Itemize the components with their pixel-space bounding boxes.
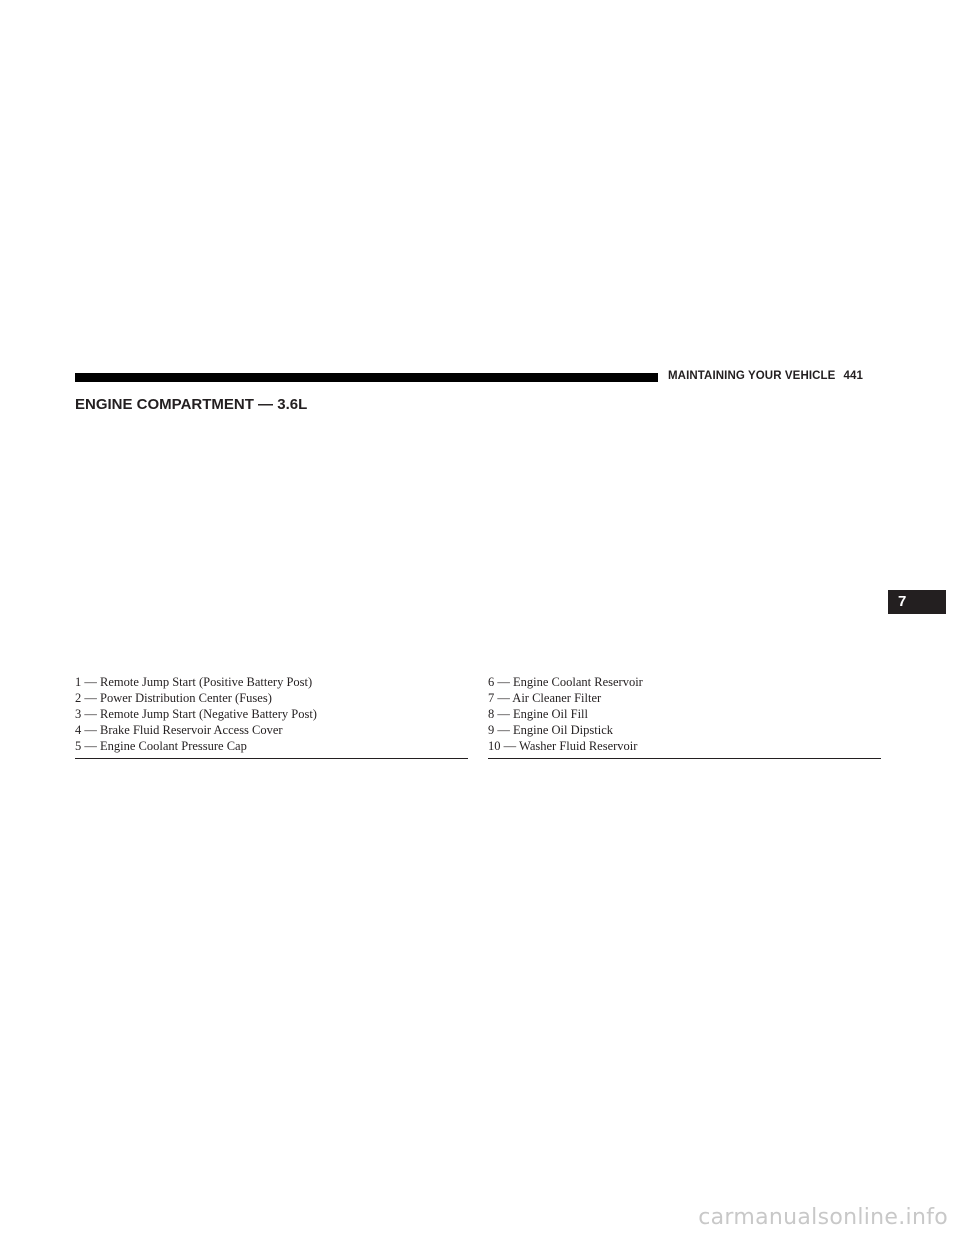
legend-left-column [75,674,468,759]
legend-item: 6 — Engine Coolant Reservoir [488,675,643,689]
legend-item: 5 — Engine Coolant Pressure Cap [75,739,247,753]
legend-item: 10 — Washer Fluid Reservoir [488,739,638,753]
legend-item: 9 — Engine Oil Dipstick [488,723,613,737]
section-title: ENGINE COMPARTMENT — 3.6L [75,396,308,413]
legend-item: 3 — Remote Jump Start (Negative Battery Post) [75,707,317,721]
running-header [668,370,863,382]
chapter-tab: 7 [888,590,946,614]
header-section-name: MAINTAINING YOUR VEHICLE [668,370,836,382]
watermark: carmanualsonline.info [698,1205,948,1230]
legend-item: 7 — Air Cleaner Filter [488,691,602,705]
legend-right-column [488,674,881,759]
legend-item: 4 — Brake Fluid Reservoir Access Cover [75,723,283,737]
header-rule [75,373,658,382]
legend-item: 1 — Remote Jump Start (Positive Battery Post) [75,675,313,689]
page-number: 441 [843,370,863,382]
legend-item: 2 — Power Distribution Center (Fuses) [75,691,272,705]
legend-item: 8 — Engine Oil Fill [488,707,588,721]
